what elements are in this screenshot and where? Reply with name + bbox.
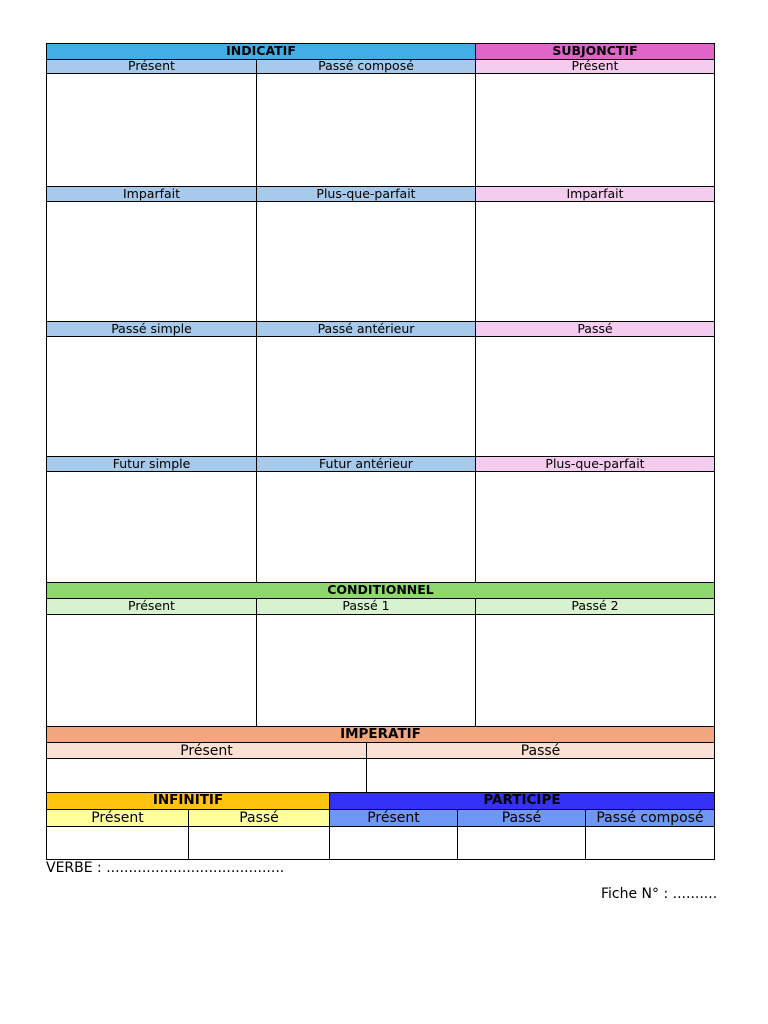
imperatif-passe-box[interactable] — [366, 758, 715, 793]
conditionnel-passe-2-box[interactable] — [475, 614, 715, 727]
conditionnel-passe-1-box[interactable] — [256, 614, 476, 727]
subjonctif-passe-label: Passé — [475, 321, 715, 337]
indicatif-passe-anterieur-box[interactable] — [256, 336, 476, 457]
indicatif-passe-simple-box[interactable] — [46, 336, 257, 457]
infinitif-present-label: Présent — [46, 809, 189, 827]
infinitif-header: INFINITIF — [46, 792, 330, 810]
indicatif-passe-anterieur-label: Passé antérieur — [256, 321, 476, 337]
participe-passe-compose-box[interactable] — [585, 826, 715, 860]
indicatif-imparfait-label: Imparfait — [46, 186, 257, 202]
subjonctif-plus-que-parfait-box[interactable] — [475, 471, 715, 583]
imperatif-header: IMPERATIF — [46, 726, 715, 743]
imperatif-present-box[interactable] — [46, 758, 367, 793]
indicatif-futur-simple-box[interactable] — [46, 471, 257, 583]
subjonctif-present-box[interactable] — [475, 73, 715, 187]
indicatif-futur-simple-label: Futur simple — [46, 456, 257, 472]
indicatif-passe-compose-label: Passé composé — [256, 59, 476, 74]
fiche-number[interactable]: Fiche N° : .......... — [601, 886, 718, 902]
participe-present-box[interactable] — [329, 826, 458, 860]
conditionnel-passe-1-label: Passé 1 — [256, 598, 476, 615]
indicatif-passe-compose-box[interactable] — [256, 73, 476, 187]
participe-header: PARTICIPE — [329, 792, 715, 810]
imperatif-present-label: Présent — [46, 742, 367, 759]
infinitif-passe-label: Passé — [188, 809, 330, 827]
indicatif-futur-anterieur-box[interactable] — [256, 471, 476, 583]
conditionnel-present-label: Présent — [46, 598, 257, 615]
participe-passe-label: Passé — [457, 809, 586, 827]
conditionnel-present-box[interactable] — [46, 614, 257, 727]
subjonctif-header: SUBJONCTIF — [475, 43, 715, 60]
indicatif-futur-anterieur-label: Futur antérieur — [256, 456, 476, 472]
infinitif-passe-box[interactable] — [188, 826, 330, 860]
subjonctif-present-label: Présent — [475, 59, 715, 74]
indicatif-imparfait-box[interactable] — [46, 201, 257, 322]
conditionnel-passe-2-label: Passé 2 — [475, 598, 715, 615]
indicatif-passe-simple-label: Passé simple — [46, 321, 257, 337]
infinitif-present-box[interactable] — [46, 826, 189, 860]
subjonctif-imparfait-box[interactable] — [475, 201, 715, 322]
subjonctif-plus-que-parfait-label: Plus-que-parfait — [475, 456, 715, 472]
subjonctif-passe-box[interactable] — [475, 336, 715, 457]
participe-present-label: Présent — [329, 809, 458, 827]
participe-passe-compose-label: Passé composé — [585, 809, 715, 827]
indicatif-present-label: Présent — [46, 59, 257, 74]
indicatif-plus-que-parfait-label: Plus-que-parfait — [256, 186, 476, 202]
indicatif-header: INDICATIF — [46, 43, 476, 60]
imperatif-passe-label: Passé — [366, 742, 715, 759]
subjonctif-imparfait-label: Imparfait — [475, 186, 715, 202]
indicatif-plus-que-parfait-box[interactable] — [256, 201, 476, 322]
participe-passe-box[interactable] — [457, 826, 586, 860]
indicatif-present-box[interactable] — [46, 73, 257, 187]
conditionnel-header: CONDITIONNEL — [46, 582, 715, 599]
verbe-field[interactable]: VERBE : ........................................ — [46, 860, 285, 876]
